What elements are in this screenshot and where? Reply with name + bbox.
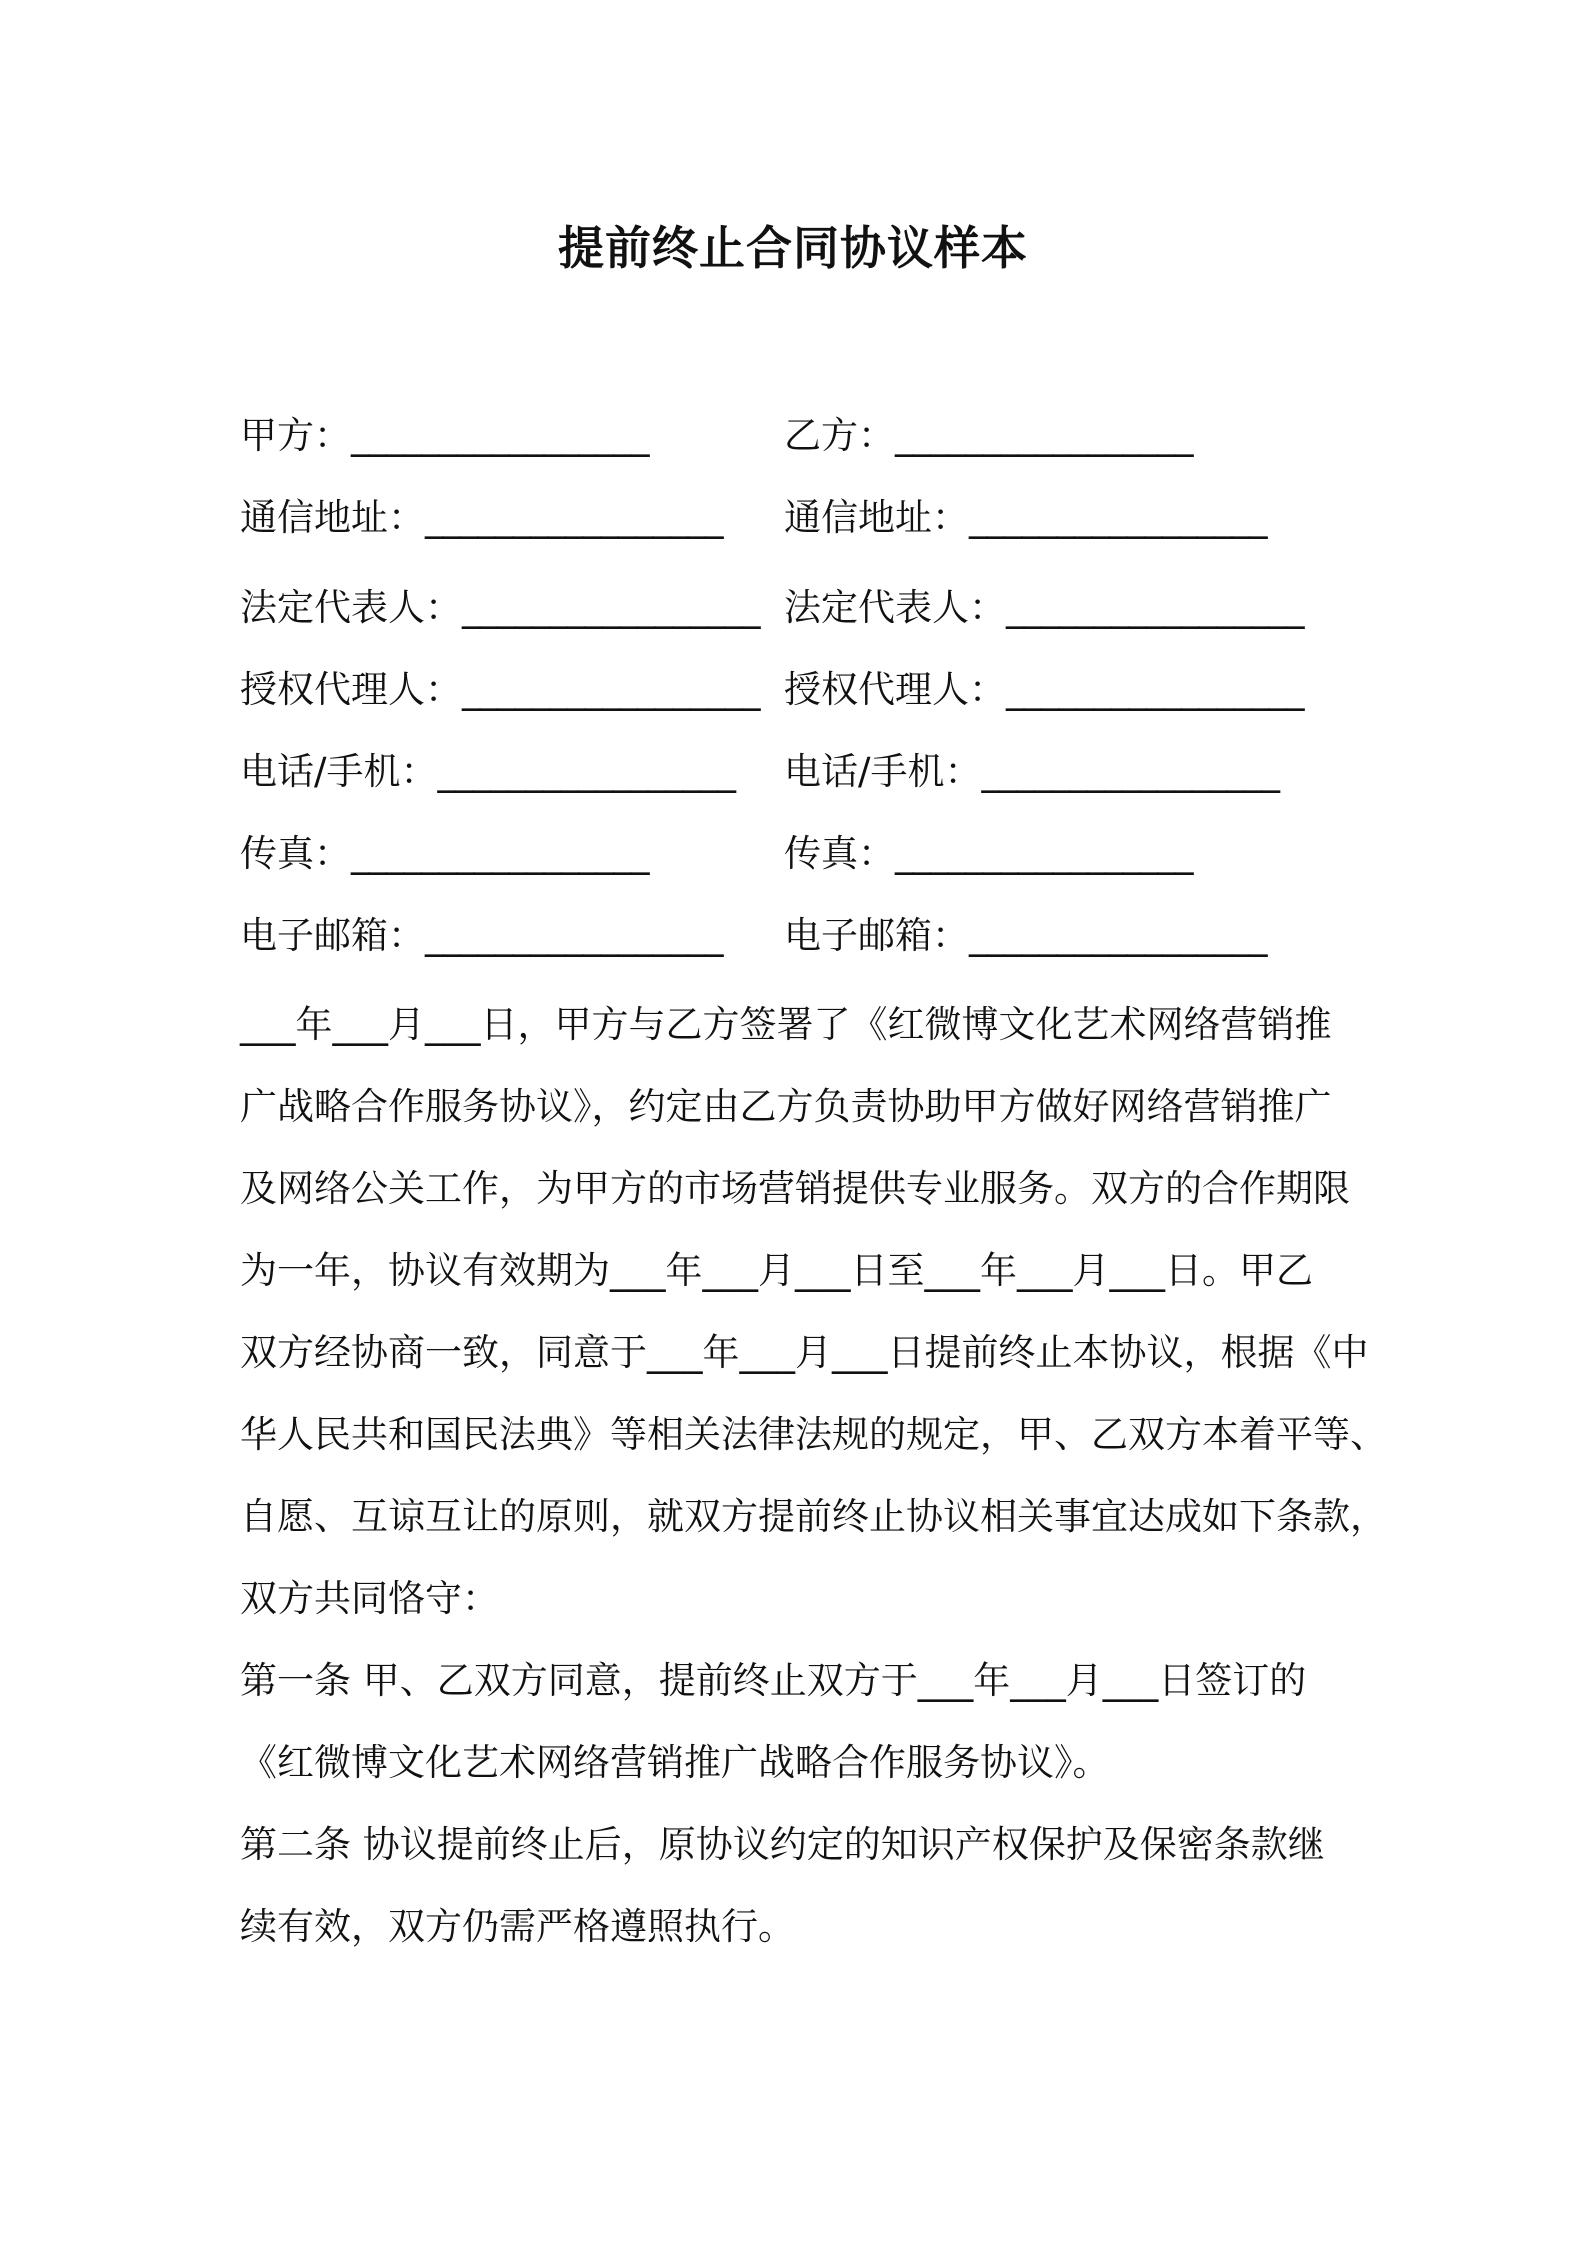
party-b-address-field [784,492,1267,544]
party-b-agent-blank: _________________ [1006,668,1304,711]
party-b-agent-label: 授权代理人： [784,668,1006,711]
party-a-legal-rep-blank: _________________ [462,586,760,629]
party-b-legal-rep-blank: _________________ [1006,586,1304,629]
preamble-paragraph [240,984,1387,1640]
party-a-email-blank: _________________ [425,914,723,957]
article-2-line: 第二条 协议提前终止后，原协议约定的知识产权保护及保密条款继 [240,1823,1325,1866]
party-b-name-blank: _________________ [895,414,1193,457]
document-title: 提前终止合同协议样本 [558,221,1028,275]
party-a-address-label: 通信地址： [240,496,425,539]
party-b-fax-blank: _________________ [895,832,1193,875]
party-a-name-field [240,410,649,462]
party-b-name-label: 乙方： [784,414,895,457]
preamble-line: ___年___月___日，甲方与乙方签署了《红微博文化艺术网络营销推 [240,1003,1332,1046]
party-b-email-blank: _________________ [969,914,1267,957]
preamble-line: 广战略合作服务协议》，约定由乙方负责协助甲方做好网络营销推广 [240,1085,1332,1128]
party-b-address-label: 通信地址： [784,496,969,539]
article-2-line: 续有效，双方仍需严格遵照执行。 [240,1905,795,1948]
party-a-fax-label: 传真： [240,832,351,875]
party-a-address-field [240,492,723,544]
preamble-line: 为一年，协议有效期为___年___月___日至___年___月___日。甲乙 [240,1249,1313,1292]
party-b-fax-field [784,828,1193,880]
preamble-line: 双方经协商一致，同意于___年___月___日提前终止本协议，根据《中 [240,1331,1369,1374]
preamble-line: 及网络公关工作，为甲方的市场营销提供专业服务。双方的合作期限 [240,1167,1350,1210]
article-1-line: 第一条 甲、乙双方同意，提前终止双方于___年___月___日签订的 [240,1659,1307,1702]
party-a-phone-blank: _________________ [437,750,735,793]
preamble-line: 华人民共和国民法典》等相关法律法规的规定，甲、乙双方本着平等、 [240,1413,1387,1456]
party-a-agent-field [240,664,760,716]
party-b-legal-rep-label: 法定代表人： [784,586,1006,629]
party-b-email-field [784,910,1267,962]
party-a-legal-rep-label: 法定代表人： [240,586,462,629]
party-a-email-label: 电子邮箱： [240,914,425,957]
party-a-name-label: 甲方： [240,414,351,457]
party-a-phone-label: 电话/手机： [240,750,438,793]
party-a-fax-blank: _________________ [351,832,649,875]
party-a-agent-blank: _________________ [462,668,760,711]
party-a-agent-label: 授权代理人： [240,668,462,711]
party-b-agent-field [784,664,1304,716]
party-b-email-label: 电子邮箱： [784,914,969,957]
preamble-line: 自愿、互谅互让的原则，就双方提前终止协议相关事宜达成如下条款， [240,1495,1387,1538]
party-b-fax-label: 传真： [784,832,895,875]
article-2 [240,1804,1360,1968]
party-a-address-blank: _________________ [425,496,723,539]
party-b-phone-blank: _________________ [981,750,1279,793]
party-b-phone-field [784,746,1279,798]
article-1 [240,1640,1360,1804]
party-b-phone-label: 电话/手机： [784,750,982,793]
party-a-phone-field [240,746,735,798]
party-a-name-blank: _________________ [351,414,649,457]
party-a-fax-field [240,828,649,880]
article-1-line: 《红微博文化艺术网络营销推广战略合作服务协议》。 [240,1741,1110,1784]
party-b-legal-rep-field [784,582,1304,634]
party-a-legal-rep-field [240,582,760,634]
party-b-name-field [784,410,1193,462]
preamble-line: 双方共同恪守： [240,1577,499,1620]
party-a-email-field [240,910,723,962]
party-b-address-blank: _________________ [969,496,1267,539]
